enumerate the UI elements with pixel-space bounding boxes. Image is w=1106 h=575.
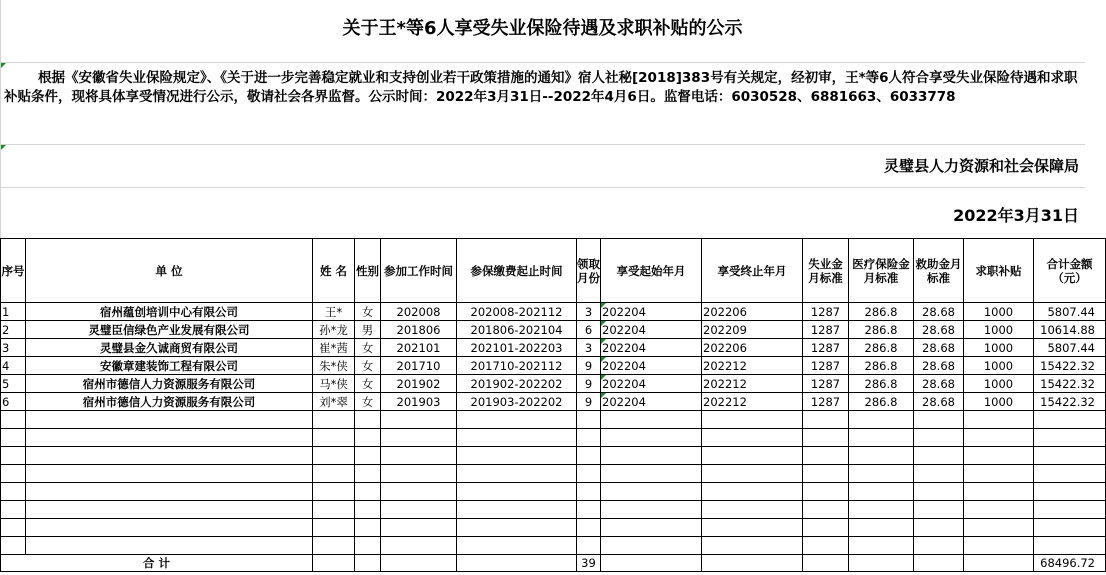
notice-text: 根据《安徽省失业保险规定》、《关于进一步完善稳定就业和支持创业若干政策措施的通知》宿人社秘[2018]383号有关规定，经初审，王*等6人符合享受失业保险待遇和求职补贴条件，现将具体享受情况进行公示，敬请社会各界监督。公示时间：2022年3月31日--2022年4月6日。监督电话：6030528、6881663、6033778 — [4, 70, 1078, 105]
cell-work-start[interactable]: 202101 — [381, 339, 457, 357]
empty-cell[interactable] — [313, 447, 355, 465]
empty-cell[interactable] — [601, 555, 702, 572]
cell-name[interactable]: 孙*龙 — [313, 321, 355, 339]
cell-start[interactable]: 202204 — [601, 393, 702, 411]
empty-cell[interactable] — [381, 555, 457, 572]
gridline — [0, 187, 1085, 188]
empty-cell[interactable] — [457, 555, 577, 572]
benefit-table — [0, 238, 1106, 572]
cell-job[interactable]: 1000 — [964, 393, 1034, 411]
empty-cell[interactable] — [355, 429, 381, 447]
cell-aid[interactable]: 28.68 — [914, 339, 964, 357]
empty-cell[interactable] — [803, 537, 849, 555]
empty-cell[interactable] — [313, 483, 355, 501]
empty-cell[interactable] — [26, 537, 313, 555]
cell-seq[interactable]: 6 — [1, 393, 26, 411]
cell-gender[interactable]: 女 — [355, 339, 381, 357]
empty-cell[interactable] — [702, 555, 803, 572]
header-job-subsidy: 求职补贴 — [964, 239, 1034, 303]
cell-unit[interactable]: 宿州蕴创培训中心有限公司 — [26, 303, 313, 321]
empty-cell[interactable] — [381, 483, 457, 501]
empty-cell[interactable] — [914, 483, 964, 501]
cell-medical[interactable]: 286.8 — [849, 375, 914, 393]
cell-gender[interactable]: 男 — [355, 321, 381, 339]
totals-months: 39 — [577, 555, 601, 572]
header-seq: 序号 — [1, 239, 26, 303]
cell-end[interactable]: 202206 — [702, 339, 803, 357]
empty-cell[interactable] — [849, 429, 914, 447]
empty-cell[interactable] — [964, 465, 1034, 483]
empty-cell[interactable] — [1, 519, 26, 537]
header-work-start: 参加工作时间 — [381, 239, 457, 303]
empty-cell[interactable] — [1034, 465, 1106, 483]
empty-cell[interactable] — [355, 519, 381, 537]
empty-cell[interactable] — [914, 447, 964, 465]
header-medical: 医疗保险金月标准 — [849, 239, 914, 303]
empty-cell[interactable] — [1034, 411, 1106, 429]
cell-unemp[interactable]: 1287 — [803, 375, 849, 393]
cell-seq[interactable]: 1 — [1, 303, 26, 321]
empty-cell[interactable] — [26, 519, 313, 537]
cell-start[interactable]: 202204 — [601, 303, 702, 321]
cell-unit[interactable]: 宿州市德信人力资源服务有限公司 — [26, 375, 313, 393]
empty-cell[interactable] — [964, 501, 1034, 519]
empty-cell[interactable] — [964, 429, 1034, 447]
empty-cell[interactable] — [381, 465, 457, 483]
cell-job[interactable]: 1000 — [964, 321, 1034, 339]
cell-job[interactable]: 1000 — [964, 375, 1034, 393]
empty-cell[interactable] — [355, 447, 381, 465]
empty-cell[interactable] — [577, 411, 601, 429]
cell-start[interactable]: 202204 — [601, 375, 702, 393]
cell-name[interactable]: 马*侠 — [313, 375, 355, 393]
issuing-organization: 灵璧县人力资源和社会保障局 — [883, 157, 1079, 175]
empty-cell[interactable] — [457, 519, 577, 537]
cell-work-start[interactable]: 202008 — [381, 303, 457, 321]
empty-cell[interactable] — [313, 555, 355, 572]
empty-cell[interactable] — [702, 411, 803, 429]
cell-name[interactable]: 崔*茜 — [313, 339, 355, 357]
empty-cell[interactable] — [601, 465, 702, 483]
totals-amount: 68496.72 — [1034, 555, 1106, 572]
empty-cell[interactable] — [381, 501, 457, 519]
cell-seq[interactable]: 5 — [1, 375, 26, 393]
empty-cell[interactable] — [601, 411, 702, 429]
cell-end[interactable]: 202212 — [702, 357, 803, 375]
cell-total[interactable]: 5807.44 — [1034, 303, 1106, 321]
header-gender: 性别 — [355, 239, 381, 303]
empty-cell[interactable] — [1034, 429, 1106, 447]
cell-comment-marker — [1, 145, 6, 150]
cell-comment-marker — [601, 321, 606, 326]
cell-period[interactable]: 201710-202112 — [457, 357, 577, 375]
cell-end[interactable]: 202212 — [702, 375, 803, 393]
empty-cell[interactable] — [577, 483, 601, 501]
empty-cell[interactable] — [355, 537, 381, 555]
header-unit: 单 位 — [26, 239, 313, 303]
cell-medical[interactable]: 286.8 — [849, 303, 914, 321]
empty-cell[interactable] — [1, 537, 26, 555]
table-row — [1, 357, 1106, 375]
cell-end[interactable]: 202212 — [702, 393, 803, 411]
cell-total[interactable]: 15422.32 — [1034, 375, 1106, 393]
empty-cell[interactable] — [914, 429, 964, 447]
empty-cell[interactable] — [849, 483, 914, 501]
empty-cell[interactable] — [849, 501, 914, 519]
cell-aid[interactable]: 28.68 — [914, 393, 964, 411]
empty-cell[interactable] — [381, 429, 457, 447]
empty-row — [1, 537, 1106, 555]
empty-cell[interactable] — [26, 465, 313, 483]
empty-cell[interactable] — [964, 519, 1034, 537]
empty-row — [1, 501, 1106, 519]
empty-cell[interactable] — [964, 483, 1034, 501]
cell-comment-marker — [601, 339, 606, 344]
header-end: 享受终止年月 — [702, 239, 803, 303]
table-row — [1, 393, 1106, 411]
empty-cell[interactable] — [803, 483, 849, 501]
header-period: 参保缴费起止时间 — [457, 239, 577, 303]
empty-row — [1, 429, 1106, 447]
table-row — [1, 303, 1106, 321]
empty-cell[interactable] — [457, 429, 577, 447]
cell-unemp[interactable]: 1287 — [803, 357, 849, 375]
cell-job[interactable]: 1000 — [964, 357, 1034, 375]
empty-cell[interactable] — [849, 465, 914, 483]
cell-period[interactable]: 202008-202112 — [457, 303, 577, 321]
empty-cell[interactable] — [964, 411, 1034, 429]
empty-cell[interactable] — [702, 465, 803, 483]
empty-cell[interactable] — [26, 447, 313, 465]
empty-cell[interactable] — [1, 429, 26, 447]
cell-start[interactable]: 202204 — [601, 339, 702, 357]
empty-cell[interactable] — [914, 537, 964, 555]
cell-total[interactable]: 15422.32 — [1034, 357, 1106, 375]
cell-comment-marker — [1, 63, 6, 68]
empty-cell[interactable] — [577, 465, 601, 483]
header-area — [0, 0, 1085, 239]
empty-cell[interactable] — [26, 429, 313, 447]
cell-unemp[interactable]: 1287 — [803, 321, 849, 339]
empty-cell[interactable] — [457, 501, 577, 519]
cell-work-start[interactable]: 201806 — [381, 321, 457, 339]
empty-cell[interactable] — [457, 447, 577, 465]
empty-cell[interactable] — [601, 519, 702, 537]
empty-cell[interactable] — [601, 429, 702, 447]
empty-cell[interactable] — [381, 519, 457, 537]
empty-cell[interactable] — [803, 447, 849, 465]
cell-unemp[interactable]: 1287 — [803, 339, 849, 357]
cell-work-start[interactable]: 201903 — [381, 393, 457, 411]
empty-cell[interactable] — [849, 537, 914, 555]
cell-unemp[interactable]: 1287 — [803, 393, 849, 411]
cell-unit[interactable]: 宿州市德信人力资源服务有限公司 — [26, 393, 313, 411]
cell-work-start[interactable]: 201710 — [381, 357, 457, 375]
cell-months[interactable]: 9 — [577, 375, 601, 393]
cell-aid[interactable]: 28.68 — [914, 303, 964, 321]
cell-seq[interactable]: 2 — [1, 321, 26, 339]
cell-start[interactable]: 202204 — [601, 357, 702, 375]
empty-cell[interactable] — [577, 429, 601, 447]
cell-end[interactable]: 202209 — [702, 321, 803, 339]
empty-cell[interactable] — [702, 483, 803, 501]
cell-name[interactable]: 朱*侠 — [313, 357, 355, 375]
header-start: 享受起始年月 — [601, 239, 702, 303]
empty-cell[interactable] — [26, 483, 313, 501]
empty-cell[interactable] — [914, 519, 964, 537]
empty-cell[interactable] — [849, 555, 914, 572]
cell-gender[interactable]: 女 — [355, 375, 381, 393]
cell-total[interactable]: 5807.44 — [1034, 339, 1106, 357]
empty-cell[interactable] — [849, 519, 914, 537]
empty-cell[interactable] — [601, 537, 702, 555]
header-name: 姓 名 — [313, 239, 355, 303]
cell-medical[interactable]: 286.8 — [849, 357, 914, 375]
cell-gender[interactable]: 女 — [355, 393, 381, 411]
empty-row — [1, 465, 1106, 483]
empty-cell[interactable] — [803, 429, 849, 447]
empty-cell[interactable] — [355, 555, 381, 572]
empty-cell[interactable] — [964, 555, 1034, 572]
cell-medical[interactable]: 286.8 — [849, 339, 914, 357]
empty-cell[interactable] — [849, 411, 914, 429]
cell-job[interactable]: 1000 — [964, 303, 1034, 321]
cell-months[interactable]: 9 — [577, 357, 601, 375]
empty-cell[interactable] — [26, 411, 313, 429]
cell-gender[interactable]: 女 — [355, 303, 381, 321]
cell-name[interactable]: 刘*翠 — [313, 393, 355, 411]
page-title: 关于王*等6人享受失业保险待遇及求职补贴的公示 — [342, 18, 743, 39]
empty-cell[interactable] — [702, 429, 803, 447]
empty-cell[interactable] — [1034, 501, 1106, 519]
empty-cell[interactable] — [313, 501, 355, 519]
empty-cell[interactable] — [26, 501, 313, 519]
empty-cell[interactable] — [1034, 483, 1106, 501]
header-unemployment: 失业金月标准 — [803, 239, 849, 303]
empty-cell[interactable] — [457, 465, 577, 483]
empty-cell[interactable] — [601, 501, 702, 519]
empty-cell[interactable] — [457, 483, 577, 501]
cell-comment-marker — [601, 357, 606, 362]
empty-cell[interactable] — [914, 465, 964, 483]
cell-months[interactable]: 3 — [577, 339, 601, 357]
empty-row — [1, 483, 1106, 501]
empty-cell[interactable] — [1, 447, 26, 465]
empty-cell[interactable] — [577, 519, 601, 537]
empty-cell[interactable] — [914, 411, 964, 429]
empty-cell[interactable] — [803, 411, 849, 429]
cell-unit[interactable]: 安徽章建装饰工程有限公司 — [26, 357, 313, 375]
table-header-row — [1, 239, 1106, 303]
cell-unit[interactable]: 灵璧县金久诚商贸有限公司 — [26, 339, 313, 357]
cell-months[interactable]: 6 — [577, 321, 601, 339]
empty-cell[interactable] — [601, 447, 702, 465]
cell-medical[interactable]: 286.8 — [849, 321, 914, 339]
empty-row — [1, 519, 1106, 537]
totals-label: 合 计 — [1, 555, 313, 572]
cell-job[interactable]: 1000 — [964, 339, 1034, 357]
cell-period[interactable]: 202101-202203 — [457, 339, 577, 357]
empty-cell[interactable] — [1034, 519, 1106, 537]
cell-total[interactable]: 15422.32 — [1034, 393, 1106, 411]
empty-row — [1, 411, 1106, 429]
cell-unit[interactable]: 灵璧臣信绿色产业发展有限公司 — [26, 321, 313, 339]
empty-cell[interactable] — [964, 537, 1034, 555]
cell-comment-marker — [601, 393, 606, 398]
table-row — [1, 339, 1106, 357]
empty-cell[interactable] — [1, 483, 26, 501]
cell-unemp[interactable]: 1287 — [803, 303, 849, 321]
table-row — [1, 321, 1106, 339]
cell-start[interactable]: 202204 — [601, 321, 702, 339]
cell-work-start[interactable]: 201902 — [381, 375, 457, 393]
empty-cell[interactable] — [803, 501, 849, 519]
empty-cell[interactable] — [313, 537, 355, 555]
header-aid: 救助金月标准 — [914, 239, 964, 303]
empty-cell[interactable] — [849, 447, 914, 465]
empty-cell[interactable] — [601, 483, 702, 501]
empty-cell[interactable] — [313, 429, 355, 447]
empty-cell[interactable] — [313, 411, 355, 429]
cell-gender[interactable]: 女 — [355, 357, 381, 375]
empty-cell[interactable] — [964, 447, 1034, 465]
cell-seq[interactable]: 3 — [1, 339, 26, 357]
empty-cell[interactable] — [914, 501, 964, 519]
cell-name[interactable]: 王* — [313, 303, 355, 321]
cell-period[interactable]: 201903-202202 — [457, 393, 577, 411]
cell-end[interactable]: 202206 — [702, 303, 803, 321]
empty-cell[interactable] — [1034, 447, 1106, 465]
empty-row — [1, 447, 1106, 465]
empty-cell[interactable] — [702, 537, 803, 555]
empty-cell[interactable] — [577, 501, 601, 519]
cell-seq[interactable]: 4 — [1, 357, 26, 375]
empty-cell[interactable] — [355, 501, 381, 519]
empty-cell[interactable] — [702, 501, 803, 519]
cell-aid[interactable]: 28.68 — [914, 375, 964, 393]
notice-date: 2022年3月31日 — [953, 206, 1079, 225]
empty-cell[interactable] — [457, 537, 577, 555]
table-row — [1, 375, 1106, 393]
empty-cell[interactable] — [803, 519, 849, 537]
empty-cell[interactable] — [381, 411, 457, 429]
header-months: 领取月份 — [577, 239, 601, 303]
cell-months[interactable]: 9 — [577, 393, 601, 411]
header-total: 合计金额（元） — [1034, 239, 1106, 303]
empty-cell[interactable] — [1, 501, 26, 519]
empty-cell[interactable] — [1, 411, 26, 429]
empty-cell[interactable] — [803, 555, 849, 572]
empty-cell[interactable] — [355, 411, 381, 429]
cell-total[interactable]: 10614.88 — [1034, 321, 1106, 339]
empty-cell[interactable] — [577, 447, 601, 465]
totals-row — [1, 555, 1106, 572]
empty-cell[interactable] — [577, 537, 601, 555]
cell-medical[interactable]: 286.8 — [849, 393, 914, 411]
empty-cell[interactable] — [313, 519, 355, 537]
empty-cell[interactable] — [702, 519, 803, 537]
empty-cell[interactable] — [381, 447, 457, 465]
empty-cell[interactable] — [702, 447, 803, 465]
empty-cell[interactable] — [313, 465, 355, 483]
gridline — [0, 144, 1085, 145]
empty-cell[interactable] — [457, 411, 577, 429]
empty-cell[interactable] — [1, 465, 26, 483]
cell-aid[interactable]: 28.68 — [914, 357, 964, 375]
empty-cell[interactable] — [803, 465, 849, 483]
cell-months[interactable]: 3 — [577, 303, 601, 321]
cell-comment-marker — [601, 375, 606, 380]
empty-cell[interactable] — [355, 483, 381, 501]
cell-period[interactable]: 201806-202104 — [457, 321, 577, 339]
empty-cell[interactable] — [381, 537, 457, 555]
empty-cell[interactable] — [355, 465, 381, 483]
empty-cell[interactable] — [1034, 537, 1106, 555]
cell-aid[interactable]: 28.68 — [914, 321, 964, 339]
gridline — [0, 62, 1085, 63]
cell-comment-marker — [601, 303, 606, 308]
cell-period[interactable]: 201902-202202 — [457, 375, 577, 393]
empty-cell[interactable] — [914, 555, 964, 572]
